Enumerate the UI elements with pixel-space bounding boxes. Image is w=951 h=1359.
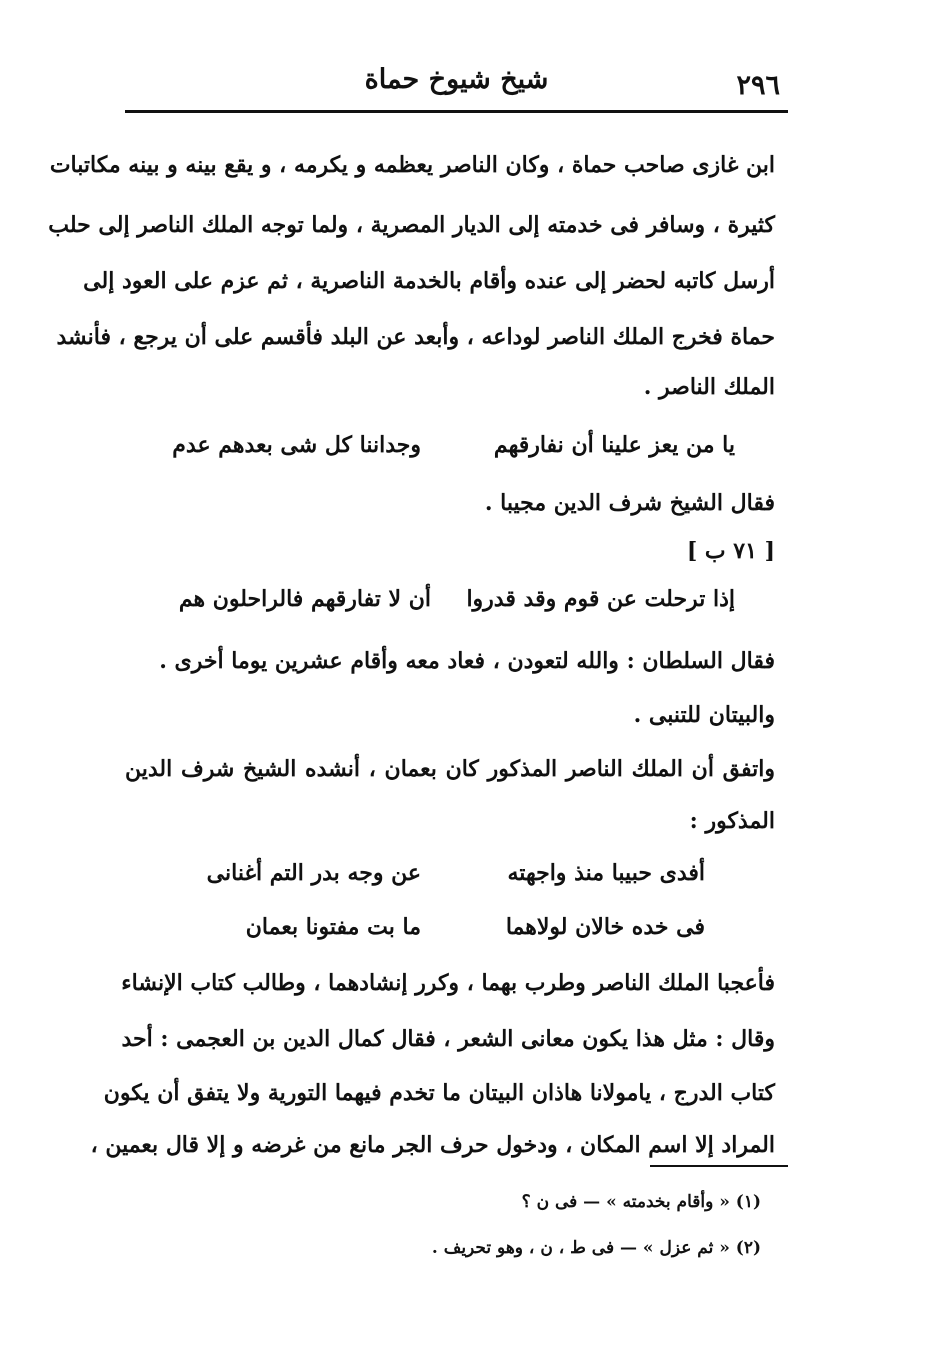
body-line: المراد إلا اسم المكان ، ودخول حرف الجر مانع من غرضه و إلا قال بعمين ، (90, 1132, 775, 1158)
footnote: (١) « وأقام بخدمته » — فى ن ؟ (521, 1192, 761, 1212)
body-line: الملك الناصر . (643, 374, 775, 400)
footnote-rule (650, 1165, 788, 1167)
body-line: والبيتان للتنبى . (633, 702, 775, 728)
body-line: وقال : مثل هذا يكون معانى الشعر ، فقال كمال الدين بن العجمى : أحد (121, 1026, 775, 1052)
body-line: كتاب الدرج ، يامولانا هاذان البيتان ما تخدم فيهما التورية ولا يتفق أن يكون (103, 1080, 775, 1106)
body-line: كثيرة ، وسافر فى خدمته إلى الديار المصرية ، ولما توجه الملك الناصر إلى حلب (48, 212, 775, 238)
verse-hemistich-left: ما بت مفتونا بعمان (245, 914, 421, 940)
verse-hemistich-right: أفدى حبيبا منذ واجهته (507, 860, 705, 886)
page-header (125, 60, 788, 108)
body-line: المذكور : (689, 808, 775, 834)
body-line: فأعجبا الملك الناصر وطرب بهما ، وكرر إنشادهما ، وطالب كتاب الإنشاء (121, 970, 775, 996)
verse-hemistich-left: عن وجه بدر التم أغنانى (206, 860, 421, 886)
folio-mark: [ ٧١ ب ] (686, 538, 775, 564)
page-number: ٢٩٦ (736, 70, 780, 101)
verse-hemistich-right: فى خده خالان لولاهما (505, 914, 705, 940)
verse-hemistich-right: إذا ترحلت عن قوم وقد قدروا (466, 586, 735, 612)
body-line: ابن غازى صاحب حماة ، وكان الناصر يعظمه و يكرمه ، و يقع بينه و بينه مكاتبات (49, 152, 775, 178)
body-line: واتفق أن الملك الناصر المذكور كان بعمان ، أنشده الشيخ شرف الدين (125, 756, 775, 782)
header-rule (125, 110, 788, 113)
verse-hemistich-left: وجداننا كل شى بعدهم عدم (172, 432, 421, 458)
verse-hemistich-left: أن لا تفارقهم فالراحلون هم (178, 586, 431, 612)
body-line: فقال الشيخ شرف الدين مجيبا . (484, 490, 775, 516)
running-head: شيخ شيوخ حماة (364, 64, 549, 95)
body-line: حماة فخرج الملك الناصر لوداعه ، وأبعد عن البلد فأقسم على أن يرجع ، فأنشد (56, 324, 775, 350)
footnote: (٢) « ثم عزل » — فى ط ، ن ، وهو تحريف . (431, 1238, 761, 1258)
verse-hemistich-right: يا من يعز علينا أن نفارقهم (493, 432, 735, 458)
body-line: فقال السلطان : والله لتعودن ، فعاد معه وأقام عشرين يوما أخرى . (159, 648, 775, 674)
body-line: أرسل كاتبه لحضر إلى عنده وأقام بالخدمة الناصرية ، ثم عزم على العود إلى (83, 268, 775, 294)
